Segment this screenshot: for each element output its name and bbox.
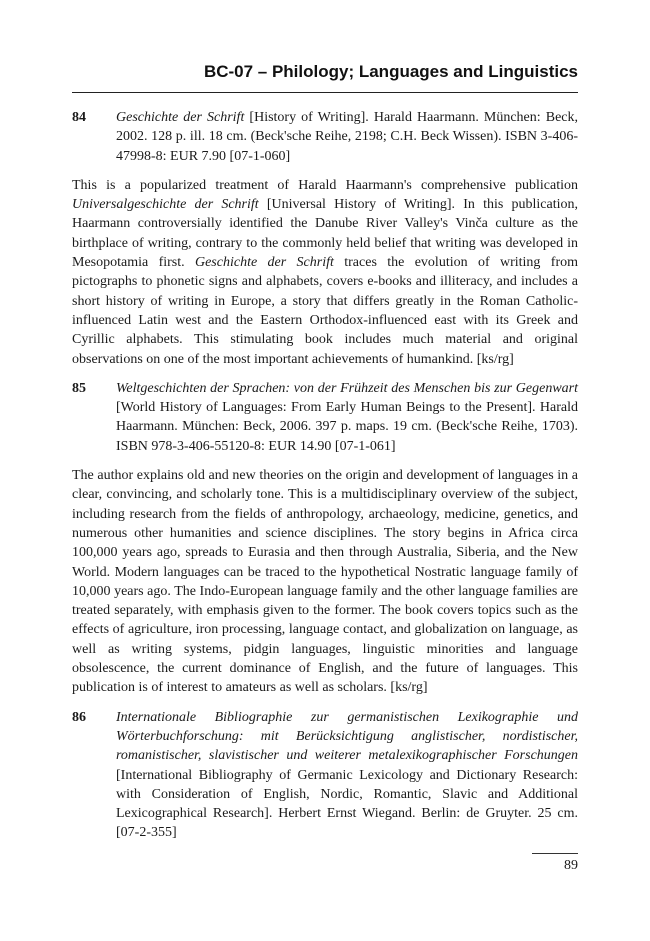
entry-number: 86	[72, 709, 86, 725]
page-number: 89	[564, 858, 578, 873]
header-rule	[72, 92, 578, 93]
entry-citation-details: [World History of Languages: From Early Human Beings to the Present]. Harald Haarmann. München: Beck, 2006. 397 p. maps. 19 cm. (Beck'sche Reihe, 1703). ISBN 978-3-406-55120-8: EUR 14.90 [07-1-061]	[116, 400, 578, 454]
review-text: This is a popularized treatment of Harald Haarmann's comprehensive publication	[72, 177, 578, 193]
entry-review	[72, 176, 578, 369]
entry-citation	[116, 108, 578, 166]
entry-citation	[116, 708, 578, 843]
bibliography-entry	[72, 708, 578, 843]
entry-title: Geschichte der Schrift	[116, 110, 245, 125]
document-body	[72, 108, 578, 853]
entry-number: 85	[72, 380, 86, 396]
entry-citation-details: [History of Writing]. Harald Haarmann. München: Beck, 2002. 128 p. ill. 18 cm. (Beck'sche Reihe, 2198; C.H. Beck Wissen). ISBN 3-406-47998-8: EUR 7.90 [07-1-060]	[116, 110, 578, 164]
bibliography-entry	[72, 379, 578, 456]
footer-rule	[532, 853, 578, 854]
review-italic-title: Geschichte der Schrift	[194, 255, 334, 271]
entry-citation-details: [International Bibliography of Germanic Lexicology and Dictionary Research: with Consideration of English, Nordic, Romantic, Slavic and Additional Lexicographical Research]. Herbert Ernst Wiegand. Berlin: de Gruyter. 25 cm. [07-2-355]	[116, 767, 578, 841]
entry-title: Internationale Bibliographie zur germanistischen Lexikographie und Wörterbuchforschung: mit Berücksichtigung anglistischer, nordistischer, romanistischer, slavistischer und weiterer metalexikographischer Forschungen	[116, 709, 578, 764]
entry-citation	[116, 379, 578, 456]
bibliography-entry	[72, 108, 578, 166]
review-italic-title: Universalgeschichte der Schrift	[72, 197, 259, 213]
review-text: [Universal History of Writing]. In this publication, Haarmann controversially identified the Danube River Valley's Vinča culture as the birthplace of writing, contrary to the commonly held belief that writing was developed in Mesopotamia first.	[72, 197, 578, 271]
entry-title: Weltgeschichten der Sprachen: von der Frühzeit des Menschen bis zur Gegenwart	[116, 380, 578, 396]
running-header: BC-07 – Philology; Languages and Linguistics	[203, 62, 578, 81]
entry-review	[72, 466, 578, 698]
review-text: The author explains old and new theories on the origin and development of languages in a clear, convincing, and scholarly tone. This is a multidisciplinary overview of the subject, including research from the fields of anthropology, archaeology, medicine, genetics, and numerous other humanities and science disciplines. The story begins in Africa circa 100,000 years ago, spreads to Eurasia and then through Australia, Siberia, and the New World. Modern languages can be traced to the hypothetical Nostratic language family of 10,000 years ago. The Indo-European language family and the other language families are treated separately, with emphasis given to the former. The book covers topics such as the effects of agriculture, iron processing, language contact, and globalization on language, as well as writing systems, pidgin languages, linguistic minorities and language obsolescence, the current dominance of English, and the future of languages. This publication is of interest to amateurs as well as scholars. [ks/rg]	[72, 468, 578, 696]
review-text: traces the evolution of writing from pictographs to phonetic signs and alphabets, covers e-books and illiteracy, and includes a short history of writing in Europe, a story that differs greatly in the Roman Catholic-influenced Latin west and the Eastern Orthodox-influenced east with its Greek and Cyrillic alphabets. This stimulating book includes much material and original observations on one of the most important achievements of humankind. [ks/rg]	[72, 255, 578, 367]
entry-number: 84	[72, 110, 86, 125]
